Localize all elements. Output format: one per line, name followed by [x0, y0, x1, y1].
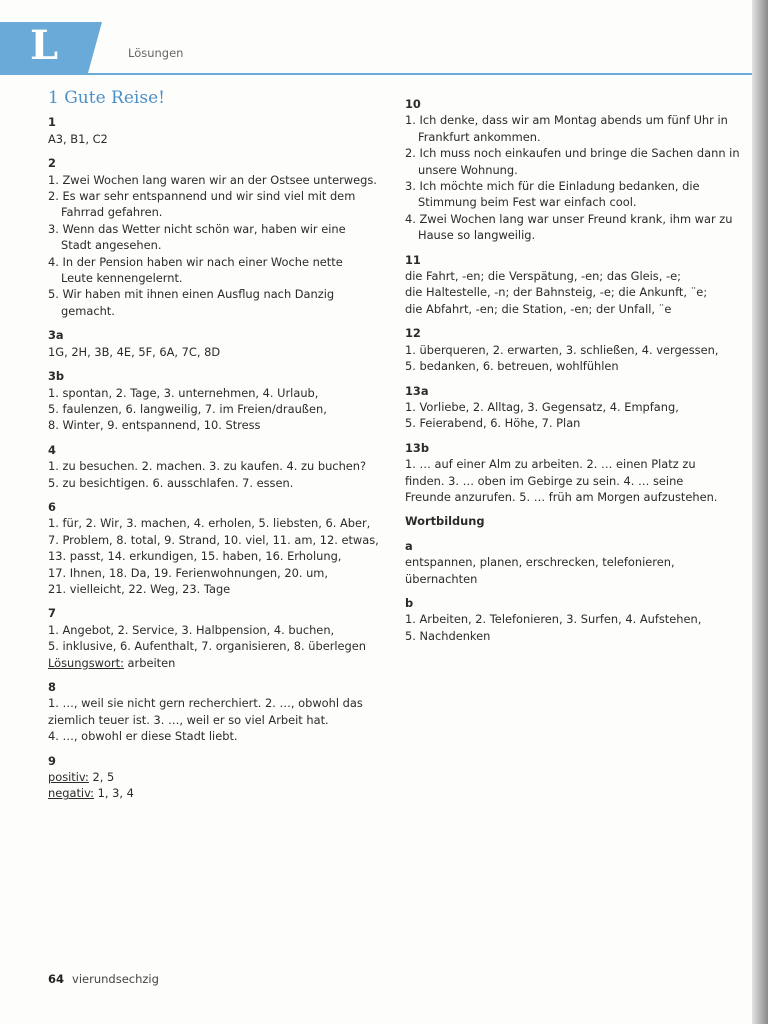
answer-line: 1. spontan, 2. Tage, 3. unternehmen, 4. Urlaub, [48, 385, 319, 400]
answer-line: 1. zu besuchen. 2. machen. 3. zu kaufen. 4. zu buchen? [48, 459, 367, 474]
answer-item: 3. Wenn das Wetter nicht schön war, haben wir eine Stadt angesehen. [48, 221, 346, 253]
answer-item: 1. Zwei Wochen lang waren wir an der Ostsee unterwegs. [48, 172, 377, 187]
exercise-number: 3a [48, 328, 64, 343]
answer-line: 1. …, weil sie nicht gern recherchiert. 2. …, obwohl das [48, 696, 363, 711]
exercise-number: 11 [405, 252, 421, 267]
right-column [405, 96, 745, 644]
answer-line: 21. vielleicht, 22. Weg, 23. Tage [48, 581, 231, 596]
answer-line: 1. … auf einer Alm zu arbeiten. 2. … einen Platz zu [405, 457, 696, 472]
answer-label: Lösungswort: [48, 655, 124, 670]
exercise-number: 12 [405, 326, 421, 341]
labeled-answer [48, 785, 378, 801]
answer-line: 5. Feierabend, 6. Höhe, 7. Plan [405, 416, 581, 431]
answer-line: die Fahrt, -en; die Verspätung, -en; das Gleis, -e; [405, 269, 681, 284]
chapter-letter: L [30, 22, 59, 69]
answer-item: 1. Ich denke, dass wir am Montag abends um fünf Uhr in Frankfurt ankommen. [405, 113, 728, 144]
answer-line: 1. Vorliebe, 2. Alltag, 3. Gegensatz, 4. Empfang, [405, 399, 679, 414]
exercise-number: 6 [48, 499, 56, 514]
answer-line: die Abfahrt, -en; die Station, -en; der Unfall, ¨e [405, 301, 672, 316]
answer-label: positiv: [48, 770, 89, 785]
answer-line: 5. inklusive, 6. Aufenthalt, 7. organisieren, 8. überlegen [48, 639, 367, 654]
exercise-number: Wortbildung [405, 514, 485, 529]
answer-line: die Haltestelle, -n; der Bahnsteig, -e; die Ankunft, ¨e; [405, 285, 708, 300]
chapter-title: 1 Gute Reise! [48, 88, 165, 108]
answer-line: 5. faulenzen, 6. langweilig, 7. im Freien/draußen, [48, 401, 327, 416]
labeled-answer [48, 655, 378, 671]
exercise-number: 1 [48, 115, 56, 130]
page-footer [48, 972, 159, 986]
book-spine-shadow [752, 0, 768, 1024]
answer-line: Freunde anzurufen. 5. … früh am Morgen aufzustehen. [405, 489, 718, 504]
answer-value: 2, 5 [88, 770, 115, 785]
answer-line: 1. überqueren, 2. erwarten, 3. schließen, 4. vergessen, [405, 342, 719, 357]
answer-line: 5. bedanken, 6. betreuen, wohlfühlen [405, 359, 619, 374]
exercise-number: 13a [405, 383, 429, 398]
page-number: 64 [48, 972, 65, 986]
answer-label: negativ: [48, 786, 95, 801]
answer-line: ziemlich teuer ist. 3. …, weil er so viel Arbeit hat. [48, 712, 329, 727]
exercise-number: 9 [48, 753, 56, 768]
exercise-number: 2 [48, 156, 56, 171]
answer-line: 5. zu besichtigen. 6. ausschlafen. 7. essen. [48, 475, 294, 490]
exercise-number: 4 [48, 442, 56, 457]
right-answer-list [405, 96, 745, 644]
left-column [48, 90, 378, 802]
exercise-number: 8 [48, 680, 56, 694]
exercise-number: a [405, 538, 413, 553]
answer-line: 1. Angebot, 2. Service, 3. Halbpension, 4. buchen, [48, 622, 335, 637]
page-number-word: vierundsechzig [72, 972, 159, 986]
exercise-number: 10 [405, 97, 421, 111]
labeled-answer [48, 769, 378, 785]
answer-value: 1, 3, 4 [94, 786, 134, 801]
exercise-number: 13b [405, 440, 430, 455]
answer-line: 1G, 2H, 3B, 4E, 5F, 6A, 7C, 8D [48, 344, 221, 359]
answer-value: arbeiten [123, 655, 176, 670]
answer-line: 1. Arbeiten, 2. Telefonieren, 3. Surfen, 4. Aufstehen, [405, 612, 702, 627]
answer-item: 4. Zwei Wochen lang war unser Freund krank, ihm war zu Hause so langweilig. [405, 211, 733, 243]
answer-line: 4. …, obwohl er diese Stadt liebt. [48, 729, 238, 744]
answer-line: finden. 3. … oben im Gebirge zu sein. 4. … seine [405, 473, 684, 488]
answer-line: 13. passt, 14. erkundigen, 15. haben, 16. Erholung, [48, 549, 342, 564]
exercise-number: 3b [48, 369, 65, 384]
answer-item: 3. Ich möchte mich für die Einladung bedanken, die Stimmung beim Fest war einfach cool. [405, 179, 700, 210]
answer-item: 4. In der Pension haben wir nach einer Woche nette Leute kennengelernt. [48, 254, 343, 286]
section-label: Lösungen [128, 46, 184, 60]
answer-line: 17. Ihnen, 18. Da, 19. Ferienwohnungen, 20. um, [48, 565, 329, 580]
exercise-number: 7 [48, 606, 56, 621]
left-answer-list [48, 114, 378, 801]
answer-line: entspannen, planen, erschrecken, telefonieren, [405, 555, 675, 570]
answer-line: 1. für, 2. Wir, 3. machen, 4. erholen, 5. liebsten, 6. Aber, [48, 516, 371, 531]
answer-line: übernachten [405, 571, 478, 586]
answer-item: 2. Ich muss noch einkaufen und bringe die Sachen dann in unsere Wohnung. [405, 146, 740, 177]
header-divider [0, 73, 760, 75]
answer-item: 2. Es war sehr entspannend und wir sind viel mit dem Fahrrad gefahren. [48, 189, 356, 220]
answer-line: 8. Winter, 9. entspannend, 10. Stress [48, 418, 261, 433]
answer-line: 5. Nachdenken [405, 628, 491, 643]
answer-line: A3, B1, C2 [48, 131, 108, 146]
exercise-number: b [405, 595, 414, 610]
answer-item: 5. Wir haben mit ihnen einen Ausflug nach Danzig gemacht. [48, 287, 335, 318]
answer-line: 7. Problem, 8. total, 9. Strand, 10. viel, 11. am, 12. etwas, [48, 532, 379, 547]
